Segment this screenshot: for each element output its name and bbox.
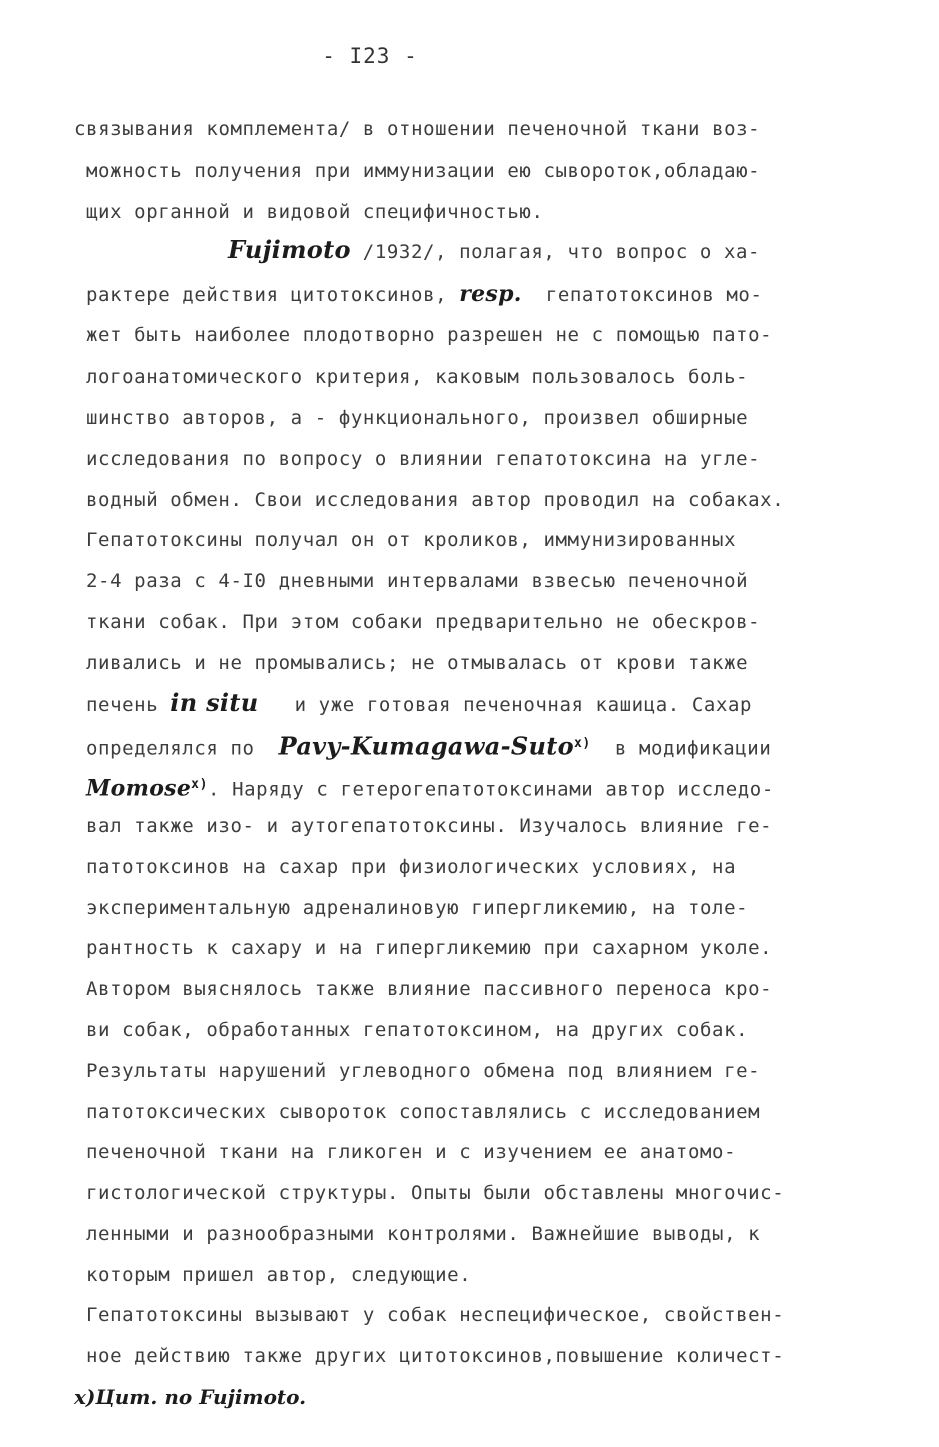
text-segment: определялся по <box>86 737 279 760</box>
text-segment: рактере действия цитотоксинов, <box>86 284 460 306</box>
text-line: Гепатотоксины вызывают у собак неспецифическое, свойствен- <box>86 1304 785 1326</box>
footnote-marker: x) <box>74 1385 96 1409</box>
page-number: - I23 - <box>322 44 418 68</box>
handwritten-term: in situ <box>170 688 259 717</box>
footnote-text: Цит. по Fujimoto. <box>95 1385 307 1409</box>
text-line <box>228 237 760 265</box>
handwritten-author: Momose <box>86 775 192 802</box>
handwritten-term: resp. <box>459 281 522 307</box>
text-line: патотоксинов на сахар при физиологических условиях, на <box>86 856 737 878</box>
text-line: патотоксических сывороток сопоставлялись с исследованием <box>86 1101 761 1123</box>
text-line: гистологической структуры. Опыты были обставлены многочис- <box>86 1182 785 1204</box>
text-line: которым пришел автор, следующие. <box>86 1264 472 1286</box>
text-segment: и уже готовая печеночная кашица. Сахар <box>258 694 753 716</box>
text-line: ви собак, обработанных гепатотоксином, на других собак. <box>86 1019 749 1041</box>
text-line: шинство авторов, а - функционального, произвел обширные <box>86 407 749 429</box>
handwritten-author: Fujimoto <box>228 235 351 264</box>
text-line: ленными и разнообразными контролями. Важнейшие выводы, к <box>86 1223 761 1245</box>
text-line <box>86 772 774 802</box>
footnote-marker: x) <box>573 736 591 751</box>
text-line: вал также изо- и аутогепатотоксины. Изучалось влияние ге- <box>86 815 773 837</box>
text-segment: в модификации <box>590 737 772 760</box>
text-line: Автором выяснялось также влияние пассивного переноса кро- <box>86 978 773 1000</box>
text-line: экспериментальную адреналиновую гипергликемию, на толе- <box>86 897 749 919</box>
footnote <box>74 1385 306 1409</box>
text-line: водный обмен. Свои исследования автор проводил на собаках. <box>86 489 785 511</box>
text-segment: печень <box>86 694 171 716</box>
text-line: рантность к сахару и на гипергликемию при сахарном уколе. <box>86 937 773 959</box>
text-line: ткани собак. При этом собаки предварительно не обескров- <box>86 611 761 633</box>
text-line: ное действию также других цитотоксинов,повышение количест- <box>86 1345 785 1367</box>
footnote-marker: x) <box>191 777 209 792</box>
text-line: щих органной и видовой специфичностью. <box>86 201 544 223</box>
text-line: исследования по вопросу о влиянии гепатотоксина на угле- <box>86 448 761 470</box>
text-line: связывания комплемента/ в отношении печеночной ткани воз- <box>74 118 761 140</box>
text-line <box>86 690 752 718</box>
text-line <box>86 731 771 761</box>
handwritten-method: Pavy-Kumagawa-Suto <box>278 731 574 761</box>
text-line: 2-4 раза с 4-I0 дневными интервалами взвесью печеночной <box>86 570 749 592</box>
text-line: жет быть наиболее плодотворно разрешен не с помощью пато- <box>86 324 773 346</box>
text-line <box>86 281 763 308</box>
text-line: можность получения при иммунизации ею сывороток,обладаю- <box>86 160 761 182</box>
text-segment: . Наряду с гетерогепатотоксинами автор исследо- <box>208 778 774 801</box>
text-segment: /1932/, полагая, что вопрос о ха- <box>350 241 761 263</box>
text-segment: гепатотоксинов мо- <box>521 284 763 306</box>
text-line: Гепатотоксины получал он от кроликов, иммунизированных <box>86 529 737 551</box>
text-line: печеночной ткани на гликоген и с изучением ее анатомо- <box>86 1141 737 1163</box>
text-line: ливались и не промывались; не отмывалась от крови также <box>86 652 749 674</box>
text-line: логоанатомического критерия, каковым пользовалось боль- <box>86 366 749 388</box>
text-line: Результаты нарушений углеводного обмена под влиянием ге- <box>86 1060 761 1082</box>
